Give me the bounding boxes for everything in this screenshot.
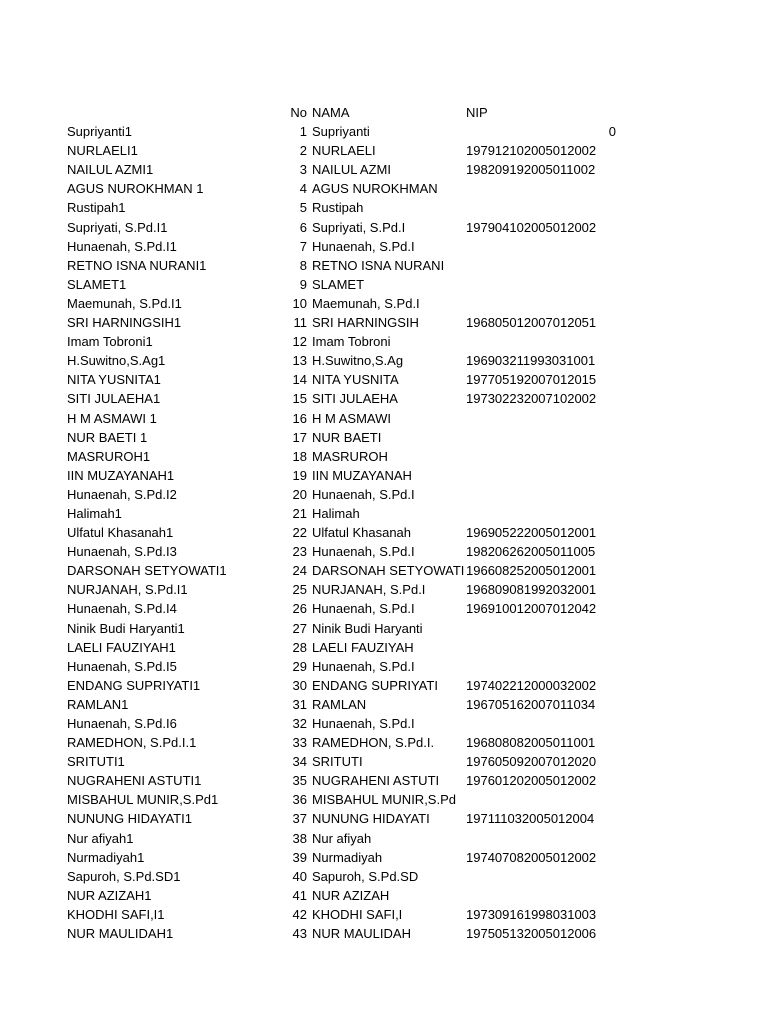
cell-no: 20 xyxy=(292,486,307,502)
cell-nama: RAMLAN xyxy=(312,696,367,712)
cell-nama: NUNUNG HIDAYATI xyxy=(312,811,430,827)
cell-key: NAILUL AZMI1 xyxy=(67,162,154,178)
cell-key: NUR BAETI 1 xyxy=(67,429,148,445)
cell-nama: RETNO ISNA NURANI xyxy=(312,257,445,273)
cell-no: 6 xyxy=(299,219,307,235)
table-row xyxy=(0,714,768,733)
cell-nama: IIN MUZAYANAH xyxy=(312,467,412,483)
cell-nip: 197111032005012004 xyxy=(466,811,595,827)
cell-nama: H.Suwitno,S.Ag xyxy=(312,353,404,369)
cell-no: 1 xyxy=(299,124,307,140)
cell-nip: 196809081992032001 xyxy=(466,582,597,598)
cell-extra: 0 xyxy=(608,124,616,140)
table-row xyxy=(0,561,768,580)
cell-nip: 198209192005011002 xyxy=(466,162,596,178)
cell-no: 42 xyxy=(292,906,307,922)
table-row xyxy=(0,924,768,943)
cell-no: 26 xyxy=(292,601,307,617)
cell-key: AGUS NUROKHMAN 1 xyxy=(67,181,204,197)
cell-no: 9 xyxy=(299,276,307,292)
table-row xyxy=(0,294,768,313)
table-row xyxy=(0,122,768,141)
cell-nip: 197605092007012020 xyxy=(466,754,597,770)
cell-nama: Hunaenah, S.Pd.I xyxy=(312,238,415,254)
cell-nama: NAILUL AZMI xyxy=(312,162,391,178)
cell-key: LAELI FAUZIYAH1 xyxy=(67,639,176,655)
cell-key: NUGRAHENI ASTUTI1 xyxy=(67,773,202,789)
cell-nama: H M ASMAWI xyxy=(312,410,391,426)
table-row xyxy=(0,428,768,447)
cell-nama: Supriyanti xyxy=(312,124,370,140)
cell-key: Maemunah, S.Pd.I1 xyxy=(67,295,182,311)
table-row xyxy=(0,905,768,924)
table-row xyxy=(0,619,768,638)
cell-key: Supriyanti1 xyxy=(67,124,133,140)
cell-no: 17 xyxy=(292,429,307,445)
cell-key: Hunaenah, S.Pd.I6 xyxy=(67,716,177,731)
cell-no: 38 xyxy=(292,830,307,846)
cell-nip: 196608252005012001 xyxy=(466,563,597,579)
table-row xyxy=(0,198,768,217)
table-row xyxy=(0,599,768,618)
cell-no: 12 xyxy=(292,334,307,350)
cell-nama: Hunaenah, S.Pd.I xyxy=(312,486,415,502)
cell-key: Hunaenah, S.Pd.I1 xyxy=(67,238,177,254)
cell-nama: LAELI FAUZIYAH xyxy=(312,639,414,655)
cell-key: SRITUTI1 xyxy=(67,754,125,770)
cell-nama: Maemunah, S.Pd.I xyxy=(312,295,420,311)
table-row xyxy=(0,523,768,542)
table-row xyxy=(0,447,768,466)
cell-no: 22 xyxy=(292,525,307,541)
cell-no: 19 xyxy=(292,467,307,483)
table-row xyxy=(0,695,768,714)
table-row xyxy=(0,141,768,160)
cell-nama: KHODHI SAFI,I xyxy=(312,906,403,922)
cell-key: NITA YUSNITA1 xyxy=(67,372,161,388)
table-row xyxy=(0,351,768,370)
cell-no: 43 xyxy=(292,926,307,942)
cell-nama: RAMEDHON, S.Pd.I. xyxy=(312,735,435,751)
cell-nip: 197705192007012015 xyxy=(466,372,597,388)
table-row xyxy=(0,370,768,389)
cell-key: RAMEDHON, S.Pd.I.1 xyxy=(67,735,197,751)
cell-no: 40 xyxy=(292,868,307,884)
cell-no: 4 xyxy=(299,181,307,197)
cell-key: ENDANG SUPRIYATI1 xyxy=(67,677,201,693)
cell-key: NUNUNG HIDAYATI1 xyxy=(67,811,192,827)
table-row xyxy=(0,676,768,695)
cell-nama: Imam Tobroni xyxy=(312,334,391,350)
cell-key: SITI JULAEHA1 xyxy=(67,391,161,407)
spreadsheet-table xyxy=(0,103,768,943)
cell-no: 30 xyxy=(292,677,307,693)
cell-nip: 196705162007011034 xyxy=(466,696,596,712)
table-row xyxy=(0,657,768,676)
cell-nip: 197912102005012002 xyxy=(466,143,597,159)
table-row xyxy=(0,160,768,179)
table-row xyxy=(0,848,768,867)
cell-no: 23 xyxy=(292,544,307,560)
table-row xyxy=(0,638,768,657)
cell-nip: 197407082005012002 xyxy=(466,849,597,865)
cell-nip: 196910012007012042 xyxy=(466,601,597,617)
cell-nama: Hunaenah, S.Pd.I xyxy=(312,716,415,731)
cell-key: Nurmadiyah1 xyxy=(67,849,145,865)
cell-key: NUR MAULIDAH1 xyxy=(67,926,174,942)
cell-nama: Hunaenah, S.Pd.I xyxy=(312,601,415,617)
cell-nama: Halimah xyxy=(312,505,360,521)
cell-nama: NUR AZIZAH xyxy=(312,887,390,903)
cell-no: 24 xyxy=(292,563,307,579)
cell-key: MASRUROH1 xyxy=(67,448,151,464)
column-header-nama: NAMA xyxy=(312,105,350,120)
cell-nama: Nurmadiyah xyxy=(312,849,383,865)
cell-nip: 196905222005012001 xyxy=(466,525,597,541)
cell-key: SLAMET1 xyxy=(67,276,127,292)
cell-nama: Supriyati, S.Pd.I xyxy=(312,219,406,235)
table-body xyxy=(0,122,768,943)
cell-no: 13 xyxy=(292,353,307,369)
table-row xyxy=(0,218,768,237)
cell-no: 34 xyxy=(292,754,307,770)
cell-key: Hunaenah, S.Pd.I2 xyxy=(67,486,177,502)
cell-nama: MISBAHUL MUNIR,S.Pd xyxy=(312,792,456,808)
cell-nama: NURJANAH, S.Pd.I xyxy=(312,582,426,598)
cell-no: 32 xyxy=(292,716,307,731)
cell-no: 8 xyxy=(299,257,307,273)
cell-key: Ninik Budi Haryanti1 xyxy=(67,620,185,636)
table-row xyxy=(0,313,768,332)
table-row xyxy=(0,809,768,828)
cell-nama: NURLAELI xyxy=(312,143,376,159)
cell-nama: Hunaenah, S.Pd.I xyxy=(312,544,415,560)
table-row xyxy=(0,466,768,485)
cell-nama: Ninik Budi Haryanti xyxy=(312,620,423,636)
cell-nip: 196805012007012051 xyxy=(466,315,597,331)
cell-nama: NUGRAHENI ASTUTI xyxy=(312,773,440,789)
cell-nama: Ulfatul Khasanah xyxy=(312,525,412,541)
cell-nama: NUR BAETI xyxy=(312,429,382,445)
table-row xyxy=(0,886,768,905)
cell-nama: DARSONAH SETYOWATI xyxy=(312,563,465,579)
cell-no: 2 xyxy=(299,143,307,159)
cell-nama: NITA YUSNITA xyxy=(312,372,399,388)
cell-no: 5 xyxy=(299,200,307,216)
cell-no: 25 xyxy=(292,582,307,598)
cell-no: 16 xyxy=(292,410,307,426)
cell-no: 29 xyxy=(292,658,307,674)
cell-no: 36 xyxy=(292,792,307,808)
cell-no: 33 xyxy=(292,735,307,751)
column-header-nip: NIP xyxy=(466,105,488,120)
cell-nip: 197601202005012002 xyxy=(466,773,597,789)
cell-key: Ulfatul Khasanah1 xyxy=(67,525,174,541)
cell-no: 3 xyxy=(299,162,307,178)
cell-key: Hunaenah, S.Pd.I4 xyxy=(67,601,177,617)
cell-no: 31 xyxy=(292,696,307,712)
table-header-row xyxy=(0,103,768,122)
cell-key: Rustipah1 xyxy=(67,200,126,216)
cell-nama: Hunaenah, S.Pd.I xyxy=(312,658,415,674)
cell-key: MISBAHUL MUNIR,S.Pd1 xyxy=(67,792,219,808)
column-header-no: No xyxy=(290,105,307,120)
cell-key: DARSONAH SETYOWATI1 xyxy=(67,563,227,579)
table-row xyxy=(0,752,768,771)
cell-key: Hunaenah, S.Pd.I3 xyxy=(67,544,177,560)
table-row xyxy=(0,733,768,752)
cell-nip: 197309161998031003 xyxy=(466,906,597,922)
cell-nama: NUR MAULIDAH xyxy=(312,926,411,942)
cell-no: 35 xyxy=(292,773,307,789)
cell-key: Supriyati, S.Pd.I1 xyxy=(67,219,168,235)
cell-nip: 197904102005012002 xyxy=(466,219,597,235)
cell-key: Sapuroh, S.Pd.SD1 xyxy=(67,868,181,884)
cell-no: 7 xyxy=(299,238,307,254)
cell-no: 37 xyxy=(292,811,307,827)
cell-nip: 196903211993031001 xyxy=(466,353,596,369)
cell-no: 10 xyxy=(292,295,307,311)
cell-key: Nur afiyah1 xyxy=(67,830,134,846)
table-row xyxy=(0,237,768,256)
table-row xyxy=(0,485,768,504)
table-row xyxy=(0,275,768,294)
cell-no: 21 xyxy=(292,505,307,521)
cell-key: NUR AZIZAH1 xyxy=(67,887,152,903)
cell-nip: 197402212000032002 xyxy=(466,677,597,693)
cell-nama: SITI JULAEHA xyxy=(312,391,398,407)
cell-no: 28 xyxy=(292,639,307,655)
table-row xyxy=(0,580,768,599)
cell-key: NURLAELI1 xyxy=(67,143,138,159)
cell-nama: ENDANG SUPRIYATI xyxy=(312,677,438,693)
cell-key: Imam Tobroni1 xyxy=(67,334,153,350)
table-row xyxy=(0,542,768,561)
table-row xyxy=(0,389,768,408)
cell-nama: SRI HARNINGSIH xyxy=(312,315,419,331)
table-row xyxy=(0,332,768,351)
cell-key: H M ASMAWI 1 xyxy=(67,410,157,426)
cell-key: SRI HARNINGSIH1 xyxy=(67,315,182,331)
cell-nip: 197505132005012006 xyxy=(466,926,597,942)
table-row xyxy=(0,409,768,428)
table-row xyxy=(0,771,768,790)
table-row xyxy=(0,790,768,809)
cell-nama: SRITUTI xyxy=(312,754,363,770)
cell-key: RAMLAN1 xyxy=(67,696,129,712)
cell-key: H.Suwitno,S.Ag1 xyxy=(67,353,166,369)
cell-key: NURJANAH, S.Pd.I1 xyxy=(67,582,188,598)
cell-no: 41 xyxy=(292,887,307,903)
cell-no: 18 xyxy=(292,448,307,464)
cell-key: IIN MUZAYANAH1 xyxy=(67,467,175,483)
cell-nama: AGUS NUROKHMAN xyxy=(312,181,438,197)
cell-nama: MASRUROH xyxy=(312,448,388,464)
cell-key: Halimah1 xyxy=(67,505,122,521)
cell-nip: 196808082005011001 xyxy=(466,735,596,751)
cell-nip: 197302232007102002 xyxy=(466,391,597,407)
cell-no: 14 xyxy=(292,372,307,388)
cell-no: 39 xyxy=(292,849,307,865)
cell-no: 15 xyxy=(292,391,307,407)
cell-no: 11 xyxy=(293,315,307,331)
cell-nama: SLAMET xyxy=(312,276,365,292)
cell-nama: Nur afiyah xyxy=(312,830,372,846)
table-row xyxy=(0,829,768,848)
table-row xyxy=(0,179,768,198)
cell-key: RETNO ISNA NURANI1 xyxy=(67,257,207,273)
table-row xyxy=(0,867,768,886)
cell-nip: 198206262005011005 xyxy=(466,544,596,560)
table-row xyxy=(0,256,768,275)
cell-no: 27 xyxy=(292,620,307,636)
cell-key: KHODHI SAFI,I1 xyxy=(67,906,165,922)
cell-key: Hunaenah, S.Pd.I5 xyxy=(67,658,177,674)
cell-nama: Rustipah xyxy=(312,200,364,216)
table-row xyxy=(0,504,768,523)
cell-nama: Sapuroh, S.Pd.SD xyxy=(312,868,419,884)
